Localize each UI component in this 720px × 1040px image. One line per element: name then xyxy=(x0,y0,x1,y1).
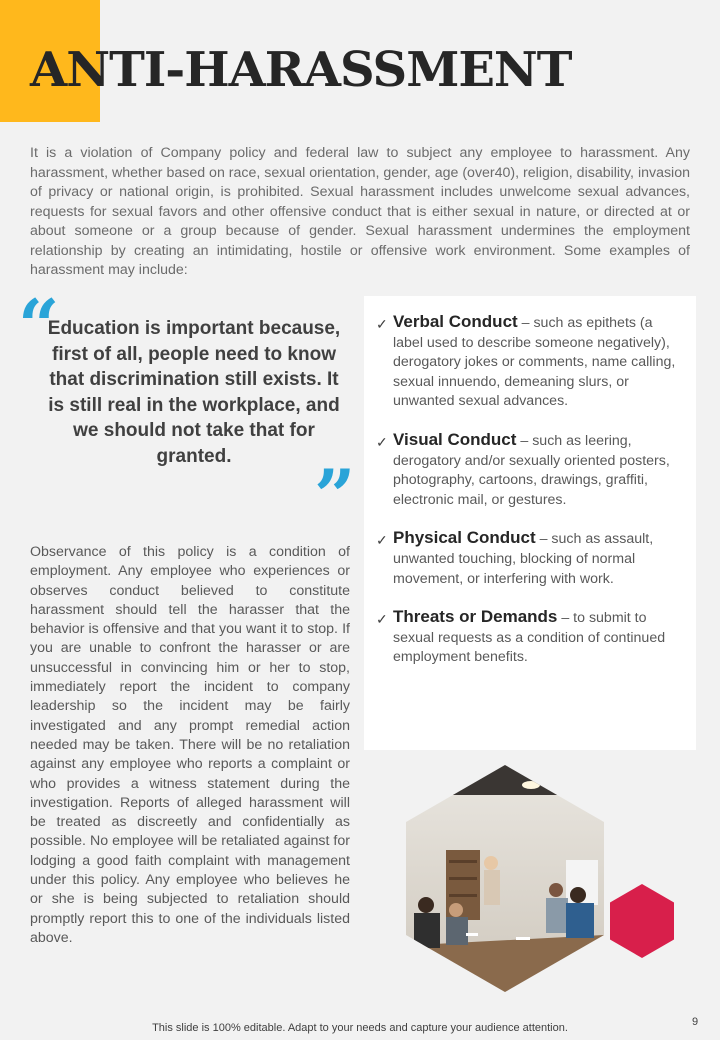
meeting-photo xyxy=(406,765,604,992)
intro-paragraph: It is a violation of Company policy and federal law to subject any employee to harassment. Any harassment, whether based on race, sexual orientation, gender, age (over40), religion, disability, invasion of privacy or national origin, is prohibited. Sexual harassment includes unwelcome sexual advances, requests for sexual favors and other offensive conduct that is either sexual in nature, or directed at or about someone or a group because of gender. Sexual harassment undermines the employment relationship by creating an intimidating, hostile or offensive work environment. Some examples of harassment may include: xyxy=(30,145,690,278)
conduct-heading: Physical Conduct xyxy=(393,528,536,548)
conduct-item-verbal xyxy=(376,312,682,412)
open-quote-icon: “ xyxy=(18,283,60,368)
checkmark-icon: ✓ xyxy=(376,316,388,332)
conduct-item-visual xyxy=(376,430,682,510)
pull-quote xyxy=(18,283,358,538)
conduct-detail: – to submit to sexual requests as a condition of continued employment benefits. xyxy=(393,610,666,666)
quote-text: Education is important because, first of all, people need to know that discrimination still exists. It is still real in the workplace, and we should not take that for granted. xyxy=(47,318,341,467)
conduct-description xyxy=(393,607,682,668)
checkmark-icon: ✓ xyxy=(376,532,388,549)
conduct-description xyxy=(393,312,682,412)
conduct-detail: – such as epithets (a label used to describe someone negatively), derogatory jokes or comments, name calling, sexual innuendo, demeaning slurs, or unwanted sexual advances. xyxy=(393,315,676,410)
conduct-heading: Visual Conduct xyxy=(393,429,517,449)
conduct-item-threats xyxy=(376,607,682,668)
footer-note: This slide is 100% editable. Adapt to your needs and capture your audience attention. xyxy=(152,1022,568,1034)
checkmark-icon: ✓ xyxy=(376,611,388,628)
conduct-heading: Threats or Demands xyxy=(393,607,558,627)
red-hexagon-decoration xyxy=(610,884,674,958)
conduct-detail: – such as assault, unwanted touching, blocking of normal movement, or interfering with work. xyxy=(393,531,654,587)
close-quote-icon: ” xyxy=(314,453,356,538)
policy-paragraph: Observance of this policy is a condition of employment. Any employee who experiences or observes conduct believed to constitute harassment should tell the harasser that the behavior is offensive and that you want it to stop. If you are unable to confront the harasser or are unsuccessful in convincing him or her to stop, immediately report the incident to company leadership so the incident may be fairly investigated and any prompt remedial action needed may be taken. There will be no retaliation against any employee who reports a complaint or who provides a witness statement during the investigation. Reports of alleged harassment will be treated as discreetly and confidentially as possible. No employee will be retaliated against for lodging a good faith complaint with management under this policy. Any employee who believes he or she is being subjected to retaliation should promptly report this to one of the individuals listed above. xyxy=(30,544,350,946)
conduct-description xyxy=(393,528,682,589)
conduct-description xyxy=(393,430,682,510)
checkmark-icon: ✓ xyxy=(376,433,388,450)
conduct-examples-panel xyxy=(364,296,696,750)
conduct-detail: – such as leering, derogatory and/or sexually oriented posters, photography, cartoons, drawings, graffiti, electronic mail, or gestures. xyxy=(393,432,670,508)
conduct-heading: Verbal Conduct xyxy=(393,312,518,331)
page-title: ANTI-HARASSMENT xyxy=(30,42,572,98)
page-number: 9 xyxy=(692,1016,699,1028)
conduct-item-physical xyxy=(376,528,682,589)
